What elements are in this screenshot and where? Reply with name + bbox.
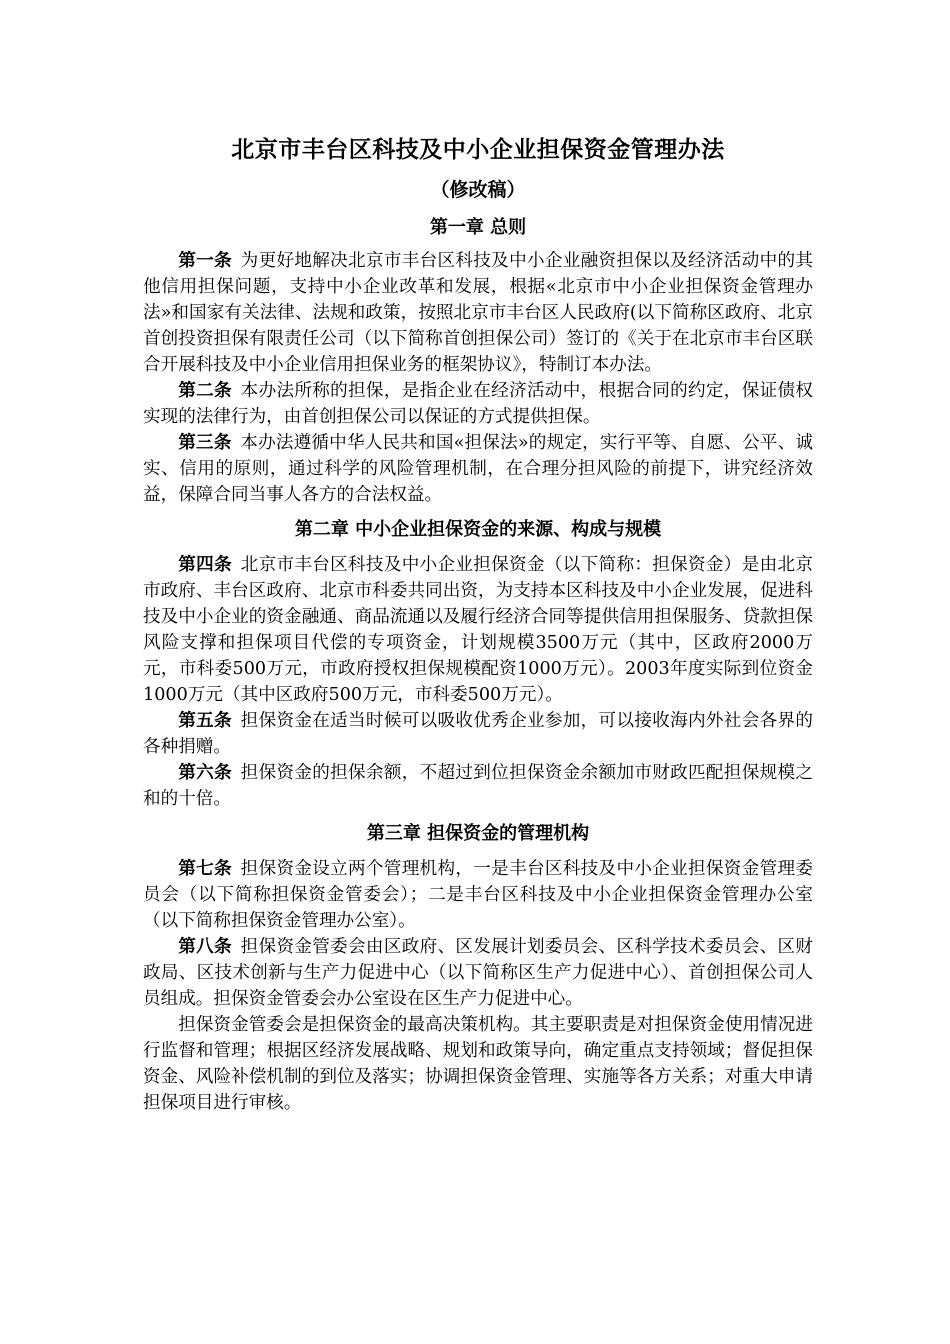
chapter-1 (143, 208, 813, 508)
article-label: 第七条 (178, 859, 232, 879)
article-6 (143, 760, 813, 812)
article-label: 第一条 (178, 251, 232, 271)
article-text: 担保资金的担保余额，不超过到位担保资金余额加市财政匹配担保规模之和的十倍。 (143, 763, 813, 809)
article-8-continued (143, 1012, 813, 1116)
article-2 (143, 378, 813, 430)
article-label: 第八条 (178, 937, 232, 957)
article-1 (143, 248, 813, 378)
chapter-2 (143, 510, 813, 812)
chapter-3 (143, 814, 813, 1116)
article-label: 第五条 (178, 711, 232, 731)
article-label: 第四条 (178, 555, 232, 575)
article-text: 担保资金管委会由区政府、区发展计划委员会、区科学技术委员会、区财政局、区技术创新与生产力促进中心（以下简称区生产力促进中心）、首创担保公司人员组成。担保资金管委会办公室设在区生产力促进中心。 (143, 937, 813, 1009)
article-text: 担保资金在适当时候可以吸收优秀企业参加，可以接收海内外社会各界的各种捐赠。 (143, 711, 813, 757)
article-text: 担保资金管委会是担保资金的最高决策机构。其主要职责是对担保资金使用情况进行监督和管理；根据区经济发展战略、规划和政策导向，确定重点支持领域；督促担保资金、风险补偿机制的到位及落实；协调担保资金管理、实施等各方关系；对重大申请担保项目进行审核。 (143, 1015, 813, 1113)
article-8 (143, 934, 813, 1012)
article-text: 本办法遵循中华人民共和国«担保法»的规定，实行平等、自愿、公平、诚实、信用的原则，通过科学的风险管理机制，在合理分担风险的前提下，讲究经济效益，保障合同当事人各方的合法权益。 (143, 433, 813, 505)
article-label: 第二条 (178, 381, 232, 401)
article-text: 北京市丰台区科技及中小企业担保资金（以下简称：担保资金）是由北京市政府、丰台区政府、北京市科委共同出资，为支持本区科技及中小企业发展，促进科技及中小企业的资金融通、商品流通以及履行经济合同等提供信用担保服务、贷款担保风险支撑和担保项目代偿的专项资金，计划规模3500万元（其中，区政府2000万元，市科委500万元，市政府授权担保规模配资1000万元）。2003年度实际到位资金1000万元（其中区政府500万元，市科委500万元）。 (143, 555, 813, 705)
chapter-heading: 第二章 中小企业担保资金的来源、构成与规模 (294, 519, 662, 540)
article-4 (143, 552, 813, 708)
chapter-heading: 第一章 总则 (429, 217, 527, 238)
article-label: 第三条 (178, 433, 232, 453)
article-3 (143, 430, 813, 508)
article-text: 本办法所称的担保，是指企业在经济活动中，根据合同的约定，保证债权实现的法律行为，由首创担保公司以保证的方式提供担保。 (143, 381, 813, 427)
article-text: 为更好地解决北京市丰台区科技及中小企业融资担保以及经济活动中的其他信用担保问题，支持中小企业改革和发展，根据«北京市中小企业担保资金管理办法»和国家有关法律、法规和政策，按照北京市丰台区人民政府(以下简称区政府、北京首创投资担保有限责任公司（以下简称首创担保公司）签订的《关于在北京市丰台区联合开展科技及中小企业信用担保业务的框架协议》，特制订本办法。 (143, 251, 813, 375)
document-title: 北京市丰台区科技及中小企业担保资金管理办法 (231, 137, 725, 163)
article-text: 担保资金设立两个管理机构，一是丰台区科技及中小企业担保资金管理委员会（以下简称担保资金管委会）；二是丰台区科技及中小企业担保资金管理办公室（以下简称担保资金管理办公室）。 (143, 859, 813, 931)
document-subtitle: （修改稿） (430, 179, 526, 201)
article-5 (143, 708, 813, 760)
chapter-heading: 第三章 担保资金的管理机构 (366, 823, 590, 844)
document-page (143, 128, 813, 1116)
article-label: 第六条 (178, 763, 232, 783)
article-7 (143, 856, 813, 934)
